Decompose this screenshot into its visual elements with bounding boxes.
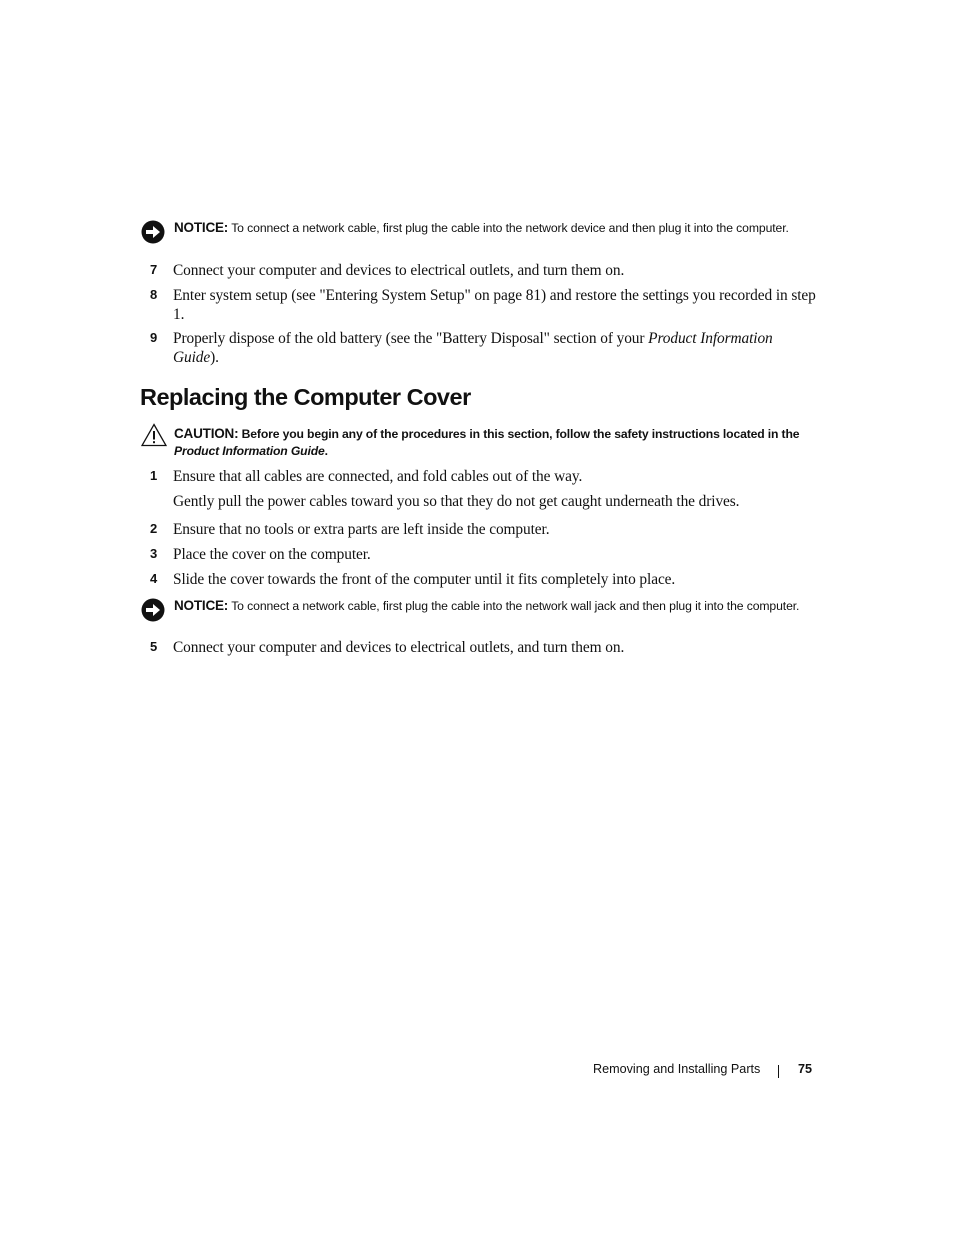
notice-body: To connect a network cable, first plug the cable into the network device and then plug it into the computer. — [231, 221, 789, 235]
step-text: Place the cover on the computer. — [173, 546, 371, 563]
caution-end: . — [324, 444, 328, 458]
step-text — [173, 329, 818, 367]
step-text: Slide the cover towards the front of the computer until it fits completely into place. — [173, 571, 676, 588]
footer-divider — [778, 1065, 779, 1078]
footer-section-name: Removing and Installing Parts — [593, 1062, 761, 1076]
step-text-before: Properly dispose of the old battery (see the "Battery Disposal" section of your — [173, 330, 649, 347]
step-text: Connect your computer and devices to electrical outlets, and turn them on. — [173, 262, 625, 279]
step-1-detail: Gently pull the power cables toward you so that they do not get caught underneath the drives. — [173, 493, 740, 510]
caution-text — [174, 425, 814, 460]
caution-triangle-icon — [141, 423, 167, 447]
step-text: Connect your computer and devices to electrical outlets, and turn them on. — [173, 639, 625, 656]
notice-label: NOTICE: — [174, 220, 229, 235]
notice-arrow-icon — [141, 220, 165, 244]
notice-text — [174, 219, 814, 237]
step-number: 1 — [150, 468, 158, 483]
page-number: 75 — [798, 1062, 813, 1076]
step-text: Ensure that all cables are connected, and fold cables out of the way. — [173, 468, 583, 485]
product-information-guide-ref: Product Information Guide — [173, 330, 773, 366]
step-number: 7 — [150, 262, 158, 277]
section-heading: Replacing the Computer Cover — [140, 384, 471, 410]
step-number: 9 — [150, 330, 158, 345]
notice-arrow-icon — [141, 598, 165, 622]
notice-body: To connect a network cable, first plug the cable into the network wall jack and then plug it into the computer. — [231, 599, 800, 613]
step-number: 3 — [150, 546, 158, 561]
notice-text — [174, 597, 814, 615]
step-text: Ensure that no tools or extra parts are left inside the computer. — [173, 521, 550, 538]
step-number: 8 — [150, 287, 158, 302]
step-text: Enter system setup (see "Entering System Setup" on page 81) and restore the settings you recorded in step 1. — [173, 287, 816, 323]
notice-label: NOTICE: — [174, 598, 229, 613]
page-footer — [580, 1062, 820, 1082]
product-information-guide-ref: Product Information Guide — [174, 444, 325, 458]
caution-label: CAUTION: — [174, 426, 239, 441]
step-number: 5 — [150, 639, 158, 654]
step-number: 4 — [150, 571, 158, 586]
step-text-after: ). — [210, 349, 219, 366]
caution-body: Before you begin any of the procedures in this section, follow the safety instructions located in the — [241, 427, 800, 441]
step-number: 2 — [150, 521, 158, 536]
